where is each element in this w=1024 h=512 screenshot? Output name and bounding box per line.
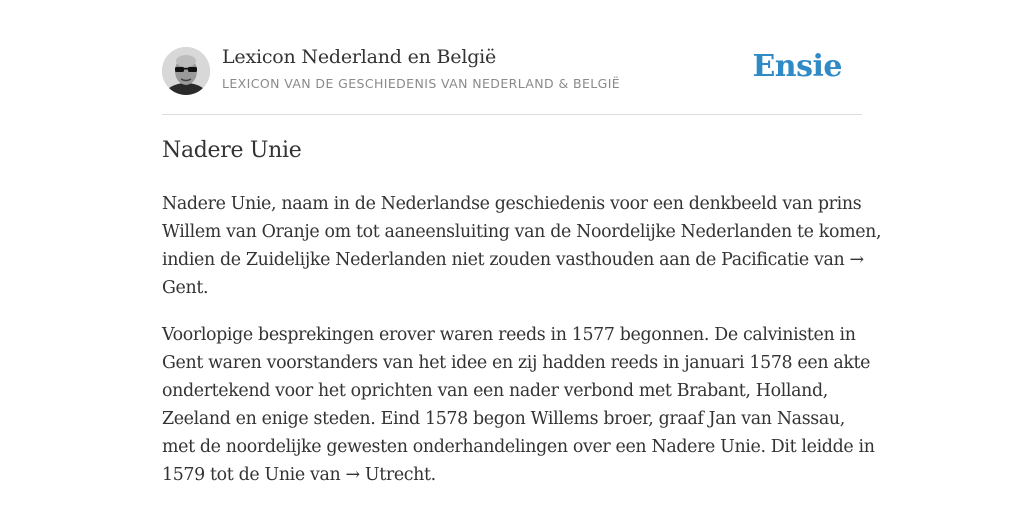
entry-content [162,190,882,508]
ensie-logo[interactable]: Ensie [752,49,842,84]
paragraph-text-end: . [430,465,436,485]
avatar-portrait-icon [162,47,210,95]
paragraph [162,321,882,489]
source-title[interactable]: Lexicon Nederland en België [222,46,497,68]
paragraph [162,190,882,302]
source-subtitle: LEXICON VAN DE GESCHIEDENIS VAN NEDERLAND & BELGIË [222,76,621,91]
cross-reference-link[interactable]: → Utrecht [345,465,431,485]
author-avatar[interactable] [162,47,210,95]
source-header [162,44,862,115]
cross-reference-link[interactable]: → Gent [162,250,864,298]
paragraph-text-end: . [202,278,209,298]
paragraph-text: Nadere Unie, naam in de Nederlandse geschiedenis voor een denkbeeld van prins Willem van Oranje om tot aaneensluiting van de Noordelijke Nederlanden te komen, indien de Zuidelijke Nederlanden niet zouden vasthouden aan de Pacificatie van [162,194,882,270]
paragraph-text: Voorlopige besprekingen erover waren reeds in 1577 begonnen. De calvinisten in Gent waren voorstanders van het idee en zij hadden reeds in januari 1578 een akte ondertekend voor het oprichten van een nader verbond met Brabant, Holland, Zeeland en enige steden. Eind 1578 begon Willems broer, graaf Jan van Nassau, met de noordelijke gewesten onderhandelingen over een Nadere Unie. Dit leidde in 1579 tot de Unie van [162,325,875,485]
entry-title: Nadere Unie [162,138,302,163]
